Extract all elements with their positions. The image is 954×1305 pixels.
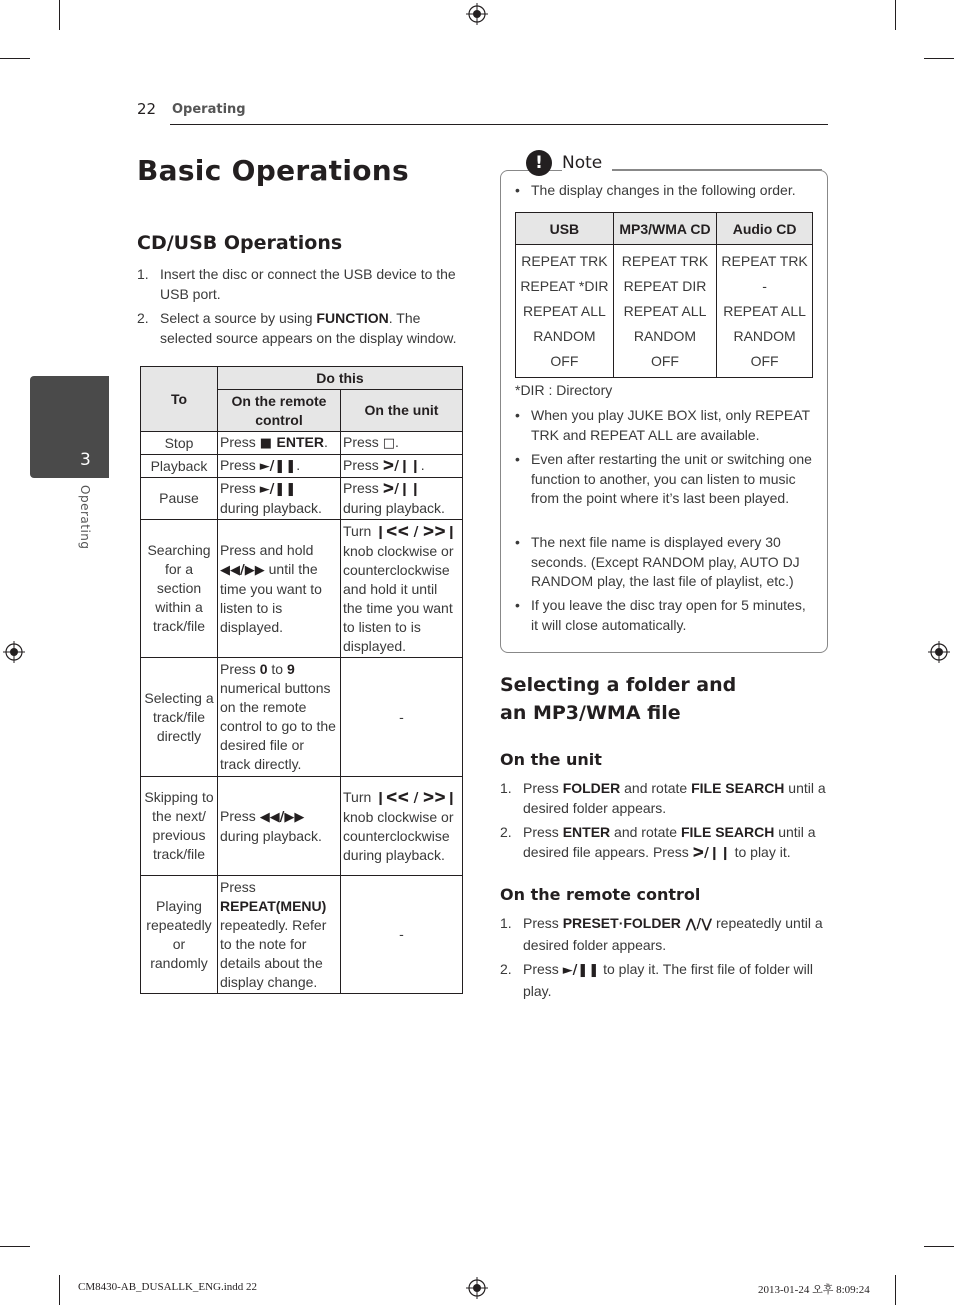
row-label: Stop bbox=[141, 432, 218, 455]
dir-footnote: *DIR : Directory bbox=[515, 382, 613, 398]
folder-heading: Selecting a folder and an MP3/WMA file bbox=[500, 674, 737, 724]
step-text: Select a source by using bbox=[160, 310, 317, 326]
play-pause-icon: ►/❚❚ bbox=[259, 459, 297, 474]
unit-cell: Press ᐳ/❙❙. bbox=[341, 455, 463, 478]
skip-knob-icon: ❙ᐸᐸ / ᐳᐳ❙ bbox=[375, 524, 457, 540]
remote-cell: Press ►/❚❚. bbox=[218, 455, 341, 478]
skip-icon: ◀◀/▶▶ bbox=[259, 809, 305, 825]
section-title: Operating bbox=[172, 102, 246, 117]
remote-cell: Press and hold ◀◀/▶▶ until the time you want to listen to is displayed. bbox=[218, 520, 341, 658]
table-row: REPEAT *DIR REPEAT DIR - bbox=[516, 274, 813, 299]
play-pause-icon: ᐳ/❙❙ bbox=[382, 482, 421, 497]
registration-mark-icon bbox=[928, 641, 950, 663]
registration-mark-icon bbox=[466, 3, 488, 25]
crop-mark bbox=[895, 0, 896, 30]
stop-icon: ■ bbox=[259, 436, 277, 451]
list-item bbox=[137, 308, 467, 348]
list-item: • If you leave the disc tray open for 5 minutes, it will close automatically. bbox=[515, 597, 806, 633]
chapter-label: Operating bbox=[78, 485, 92, 550]
exclamation-icon: ! bbox=[526, 150, 552, 176]
play-pause-icon: ►/❚❚ bbox=[259, 482, 297, 497]
step-number: 2. bbox=[137, 310, 149, 326]
step-text: Insert the disc or connect the USB device to the USB port. bbox=[160, 266, 456, 302]
unit-steps bbox=[500, 778, 826, 868]
cd-usb-heading: CD/USB Operations bbox=[137, 232, 343, 254]
table-row bbox=[141, 432, 463, 455]
list-item: 1. Press FOLDER and rotate FILE SEARCH until a desired folder appears. bbox=[500, 780, 826, 816]
table-row: RANDOM RANDOM RANDOM bbox=[516, 323, 813, 348]
step-text: . The selected source appears on the display window. bbox=[160, 310, 457, 346]
list-item: 2. Press ENTER and rotate FILE SEARCH until a desired file appears. Press ᐳ/❙❙ to play it. bbox=[500, 824, 816, 861]
unit-cell: Turn ❙ᐸᐸ / ᐳᐳ❙ knob clockwise or counterclockwise and hold it until the time you want to listen to is displayed. bbox=[341, 520, 463, 658]
chapter-number: 3 bbox=[80, 450, 91, 470]
unit-cell: Turn ❙ᐸᐸ / ᐳᐳ❙ knob clockwise or counterclockwise during playback. bbox=[341, 777, 463, 876]
table-row: OFF OFF OFF bbox=[516, 348, 813, 377]
col-header-unit: On the unit bbox=[341, 390, 463, 432]
header-rule bbox=[170, 124, 828, 125]
row-label: Skipping to the next/ previous track/file bbox=[141, 777, 218, 876]
footer-filename: CM8430-AB_DUSALLK_ENG.indd 22 bbox=[78, 1281, 258, 1293]
registration-mark-icon bbox=[3, 641, 25, 663]
list-item: 1. Press PRESET·FOLDER ⋀/⋁ repeatedly until a desired folder appears. bbox=[500, 915, 823, 953]
crop-mark bbox=[59, 1275, 60, 1305]
col-header: USB bbox=[516, 213, 614, 245]
row-label: Playback bbox=[141, 455, 218, 478]
col-header: Audio CD bbox=[717, 213, 813, 245]
list-item: 2. Press ►/❚❚ to play it. The first file of folder will play. bbox=[500, 961, 813, 999]
operations-table bbox=[140, 366, 463, 994]
crop-mark bbox=[924, 1246, 954, 1247]
page-number: 22 bbox=[137, 100, 157, 118]
chapter-tab bbox=[30, 376, 109, 478]
crop-mark bbox=[0, 58, 30, 59]
play-pause-icon: ᐳ/❙❙ bbox=[692, 846, 731, 861]
table-row: REPEAT TRK REPEAT TRK REPEAT TRK bbox=[516, 245, 813, 274]
unit-cell: Press ᐳ/❙❙ during playback. bbox=[341, 478, 463, 520]
unit-cell: - bbox=[341, 658, 463, 777]
row-label: Playing repeatedly or randomly bbox=[141, 876, 218, 994]
step-number: 1. bbox=[137, 266, 149, 282]
button-name: FUNCTION bbox=[316, 310, 389, 326]
table-row bbox=[141, 520, 463, 658]
remote-cell: Press ■ ENTER. bbox=[218, 432, 341, 455]
col-header-do-this: Do this bbox=[218, 367, 463, 390]
note-intro: • The display changes in the following order. bbox=[515, 182, 796, 198]
table-row bbox=[141, 777, 463, 876]
row-label: Searching for a section within a track/file bbox=[141, 520, 218, 658]
display-order-table bbox=[515, 212, 813, 378]
remote-steps bbox=[500, 913, 826, 1005]
on-unit-heading: On the unit bbox=[500, 750, 602, 769]
list-item: • The next file name is displayed every 30 seconds. (Except RANDOM play, AUTO DJ RANDOM play, the last file of playlist, etc.) bbox=[515, 534, 800, 589]
col-header-to: To bbox=[141, 367, 218, 432]
skip-knob-icon: ❙ᐸᐸ / ᐳᐳ❙ bbox=[375, 790, 457, 806]
crop-mark bbox=[924, 58, 954, 59]
unit-cell: Press □. bbox=[341, 432, 463, 455]
crop-mark bbox=[895, 1275, 896, 1305]
remote-cell: Press REPEAT(MENU) repeatedly. Refer to the note for details about the display change. bbox=[218, 876, 341, 994]
page-title: Basic Operations bbox=[137, 154, 410, 187]
skip-icon: ◀◀/▶▶ bbox=[220, 562, 265, 578]
crop-mark bbox=[0, 1246, 30, 1247]
stop-icon: □ bbox=[382, 436, 395, 451]
crop-mark bbox=[59, 0, 60, 30]
col-header-remote: On the remote control bbox=[218, 390, 341, 432]
footer-timestamp: 2013-01-24 오후 8:09:24 bbox=[758, 1284, 870, 1296]
list-item bbox=[137, 264, 467, 304]
list-item: • Even after restarting the unit or switching one function to another, you can listen to music from the point where it’s last been played. bbox=[515, 451, 812, 506]
col-header: MP3/WMA CD bbox=[613, 213, 716, 245]
play-pause-icon: ►/❚❚ bbox=[562, 963, 600, 978]
remote-cell: Press ◀◀/▶▶ during playback. bbox=[218, 777, 341, 876]
row-label: Pause bbox=[141, 478, 218, 520]
table-row: REPEAT ALL REPEAT ALL REPEAT ALL bbox=[516, 299, 813, 324]
remote-cell: Press 0 to 9 numerical buttons on the remote control to go to the desired file or track directly. bbox=[218, 658, 341, 777]
list-item: • When you play JUKE BOX list, only REPEAT TRK and REPEAT ALL are available. bbox=[515, 407, 810, 443]
note-label: Note bbox=[562, 153, 612, 173]
row-label: Selecting a track/file directly bbox=[141, 658, 218, 777]
unit-cell: - bbox=[341, 876, 463, 994]
registration-mark-icon bbox=[466, 1277, 488, 1299]
table-row bbox=[141, 478, 463, 520]
note-divider bbox=[612, 169, 822, 170]
play-pause-icon: ᐳ/❙❙ bbox=[382, 459, 421, 474]
table-row bbox=[141, 455, 463, 478]
on-remote-heading: On the remote control bbox=[500, 885, 701, 904]
table-row bbox=[141, 658, 463, 777]
table-row bbox=[141, 876, 463, 994]
up-down-icon: ⋀/⋁ bbox=[680, 917, 713, 932]
cd-usb-steps bbox=[137, 264, 467, 352]
remote-cell: Press ►/❚❚ during playback. bbox=[218, 478, 341, 520]
